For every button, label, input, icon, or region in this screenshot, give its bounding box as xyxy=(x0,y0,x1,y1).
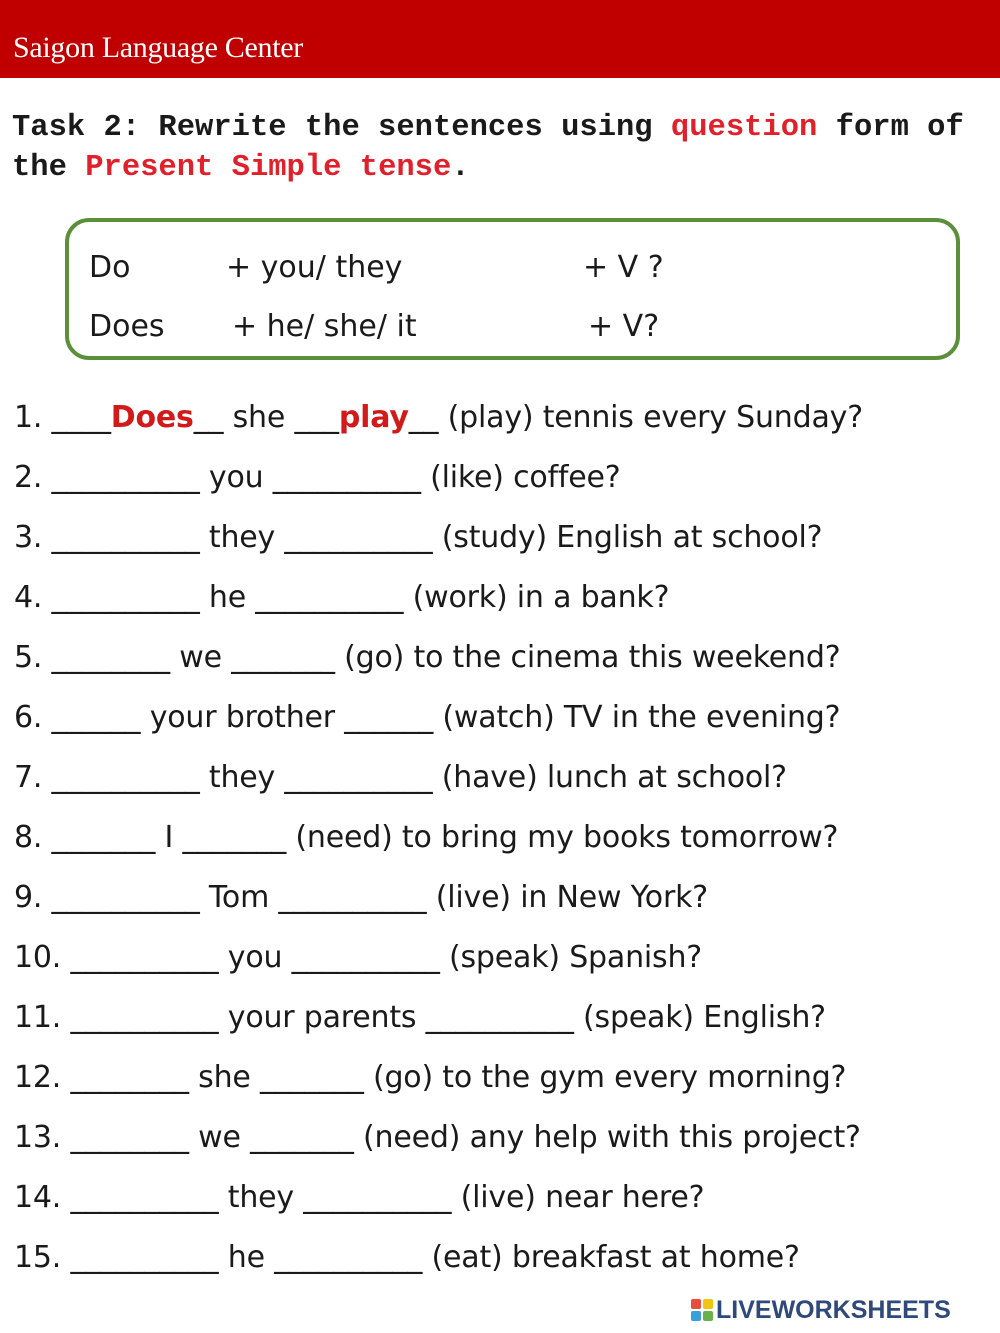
task-highlight-question: question xyxy=(670,111,818,145)
rule-subject-do: + you/ they xyxy=(226,250,403,285)
example-answer-verb: play xyxy=(338,400,409,435)
exercise-item: 15. __________ he __________ (eat) breakfast at home? xyxy=(14,1240,800,1275)
rule-subject-does: + he/ she/ it xyxy=(232,309,417,344)
task-text-3: . xyxy=(451,151,470,185)
exercise-item: 3. __________ they __________ (study) English at school? xyxy=(14,520,823,555)
task-text-1: Task 2: Rewrite the sentences using xyxy=(12,111,671,145)
rule-verb-does: + V? xyxy=(588,309,660,344)
example-answer-aux: Does xyxy=(110,400,194,435)
task-text-2: form of the xyxy=(12,111,964,185)
task-instruction xyxy=(12,108,982,188)
rule-aux-does: Does xyxy=(89,309,165,344)
exercise-item: 6. ______ your brother ______ (watch) TV in the evening? xyxy=(14,700,841,735)
exercise-item: 4. __________ he __________ (work) in a bank? xyxy=(14,580,670,615)
liveworksheets-logo-icon xyxy=(691,1299,713,1321)
exercise-item: 2. __________ you __________ (like) coffee? xyxy=(14,460,621,495)
exercise-item: 8. _______ I _______ (need) to bring my books tomorrow? xyxy=(14,820,839,855)
example-rest: __ (play) tennis every Sunday? xyxy=(408,400,863,435)
rule-verb-do: + V ? xyxy=(583,250,664,285)
task-highlight-tense: Present Simple tense xyxy=(85,151,452,185)
liveworksheets-logo xyxy=(691,1293,951,1327)
exercise-item: 13. ________ we _______ (need) any help with this project? xyxy=(14,1120,861,1155)
exercise-item: 14. __________ they __________ (live) near here? xyxy=(14,1180,705,1215)
rule-box xyxy=(65,218,960,360)
exercise-item: 5. ________ we _______ (go) to the cinema this weekend? xyxy=(14,640,841,675)
example-mid: __ she ___ xyxy=(193,400,339,435)
exercise-item: 7. __________ they __________ (have) lunch at school? xyxy=(14,760,787,795)
header-title: Saigon Language Center xyxy=(13,31,303,64)
rule-aux-do: Do xyxy=(89,250,131,285)
exercise-example xyxy=(14,398,863,438)
logo-text: LIVEWORKSHEETS xyxy=(716,1295,951,1324)
exercise-item: 9. __________ Tom __________ (live) in New York? xyxy=(14,880,708,915)
header-bar xyxy=(0,0,1000,78)
exercise-item: 12. ________ she _______ (go) to the gym every morning? xyxy=(14,1060,847,1095)
exercise-item: 11. __________ your parents __________ (speak) English? xyxy=(14,1000,826,1035)
example-num: 1. ____ xyxy=(14,400,111,435)
exercise-item: 10. __________ you __________ (speak) Spanish? xyxy=(14,940,702,975)
